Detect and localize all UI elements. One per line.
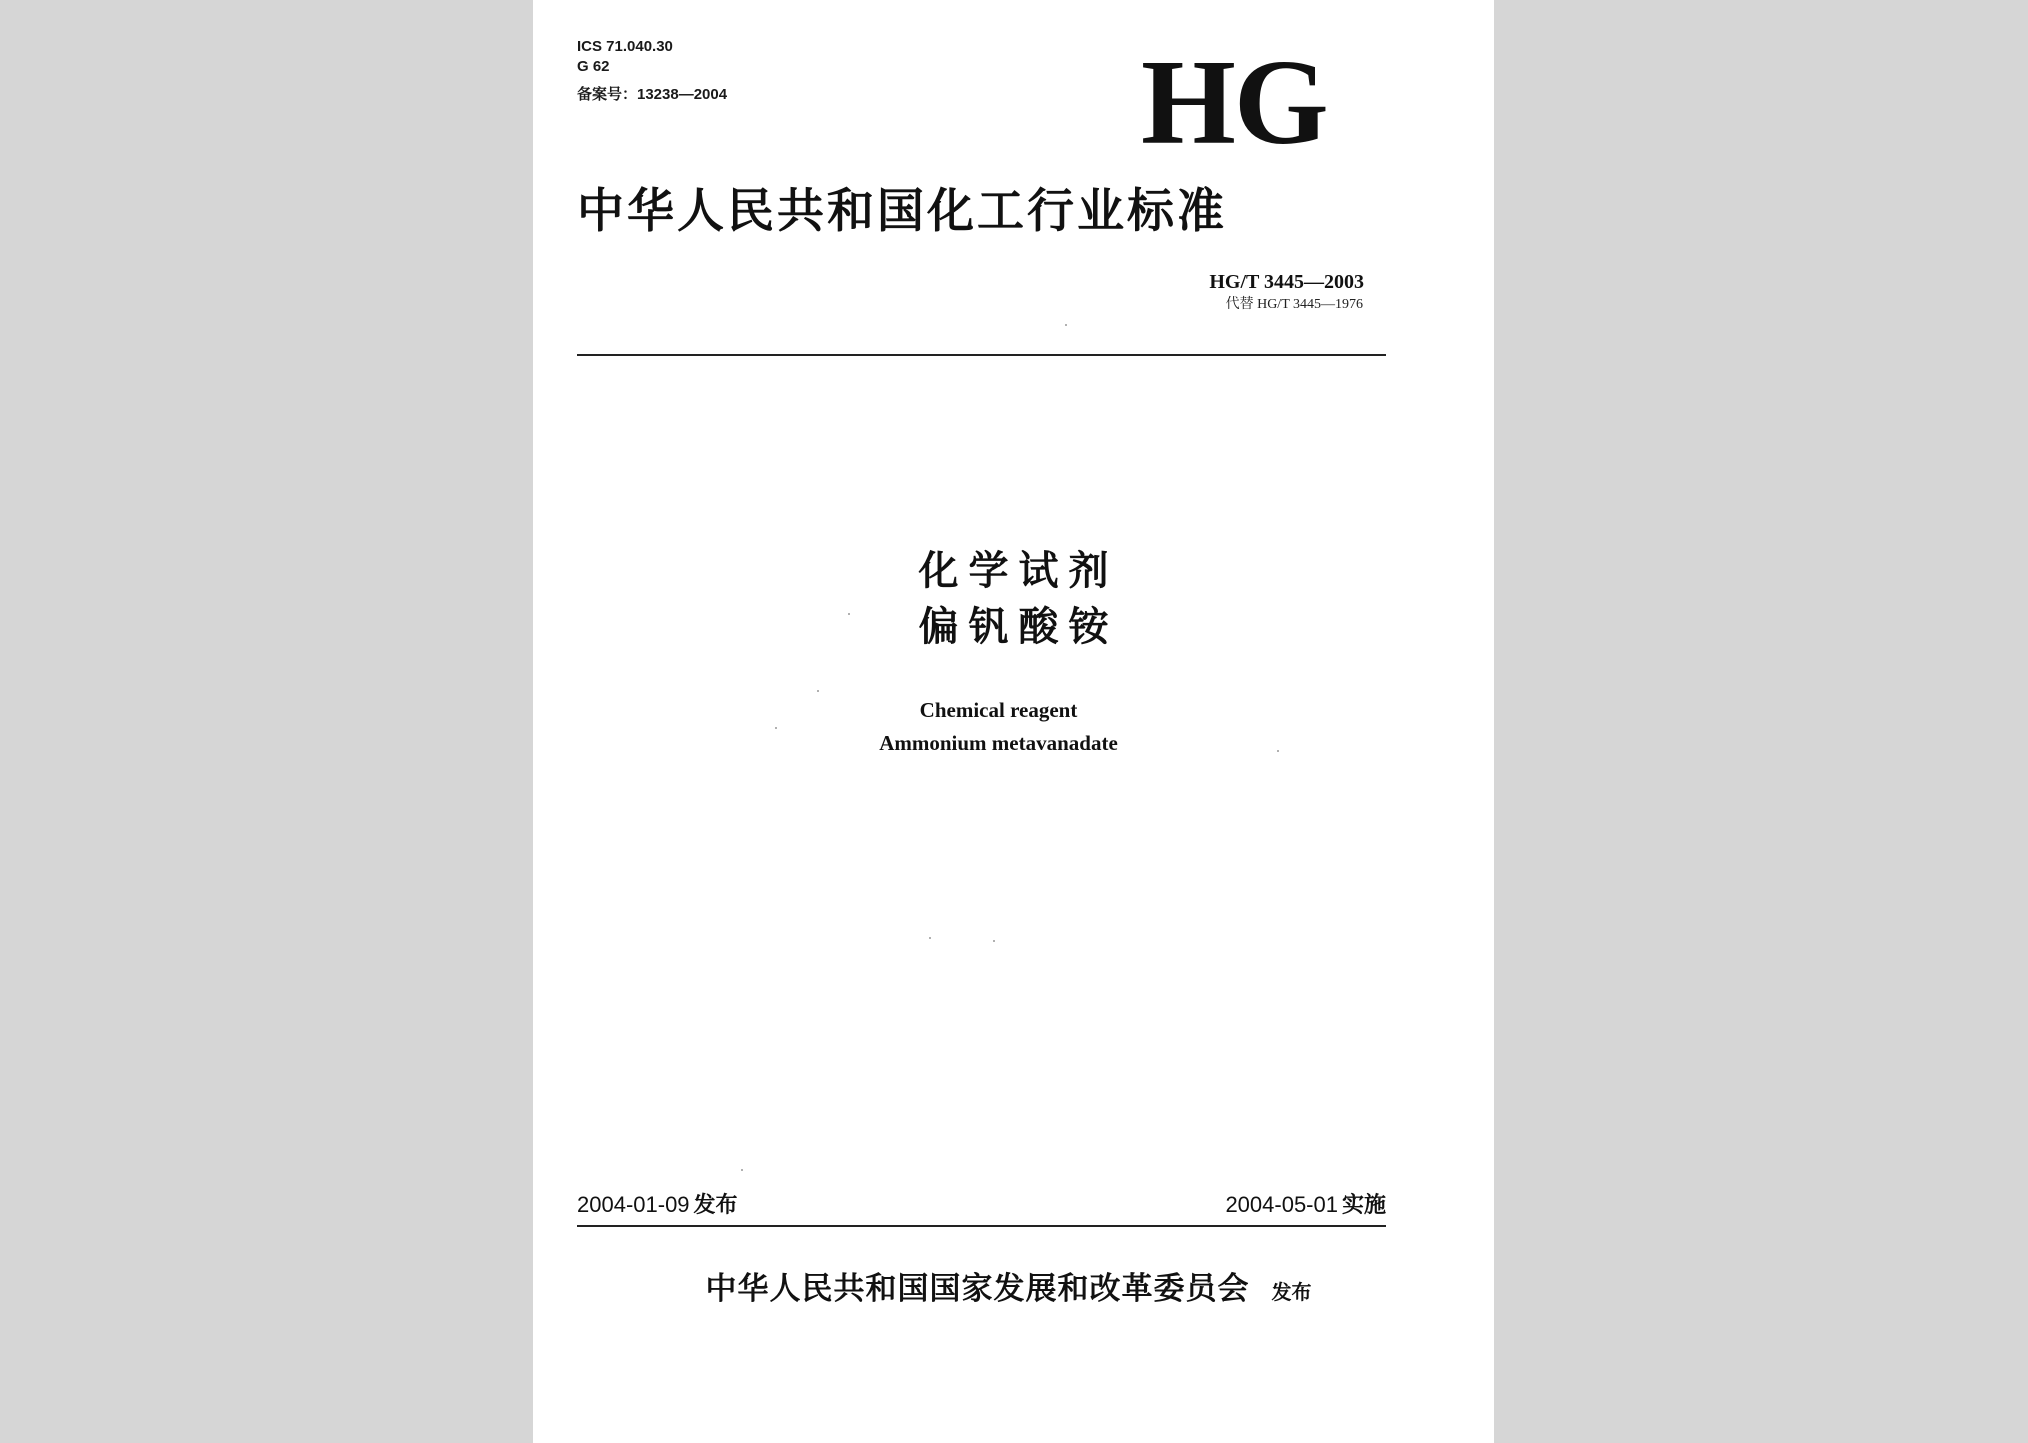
ics-code: ICS 71.040.30 [577, 38, 673, 55]
english-title-line1: Chemical reagent [919, 698, 1078, 722]
document-page [533, 0, 1494, 1443]
effective-date-value: 2004-05-01 [1225, 1192, 1338, 1217]
standard-number: HG/T 3445—2003 [1209, 271, 1364, 293]
scan-speck [993, 940, 995, 942]
scan-speck [775, 727, 777, 729]
scan-speck [929, 937, 931, 939]
issuer-name: 中华人民共和国国家发展和改革委员会 [705, 1271, 1250, 1307]
record-number: 备案号：13238—2004 [577, 86, 728, 103]
hg-logo: HG [1141, 35, 1327, 170]
scan-speck [817, 690, 819, 692]
issue-date-label: 发布 [693, 1193, 738, 1218]
issue-date [577, 1190, 738, 1221]
scan-speck [1065, 324, 1067, 326]
english-title-line2: Ammonium metavanadate [879, 731, 1118, 755]
standard-title: 中华人民共和国化工行业标准 [577, 184, 1227, 239]
issuer [533, 1264, 1494, 1317]
effective-date [1225, 1190, 1386, 1221]
scan-speck [1277, 750, 1279, 752]
scan-speck [741, 1169, 743, 1171]
classification-code: G 62 [577, 58, 610, 75]
scan-speck [848, 613, 850, 615]
replaces-standard: 代替 HG/T 3445—1976 [1225, 297, 1363, 312]
bottom-divider [577, 1225, 1386, 1227]
effective-date-label: 实施 [1341, 1193, 1386, 1218]
document-title-line2: 偏钒酸铵 [918, 604, 1119, 650]
top-divider [577, 354, 1386, 356]
document-title-line1: 化学试剂 [918, 548, 1119, 594]
issuer-suffix: 发布 [1271, 1280, 1312, 1304]
issue-date-value: 2004-01-09 [577, 1192, 690, 1217]
